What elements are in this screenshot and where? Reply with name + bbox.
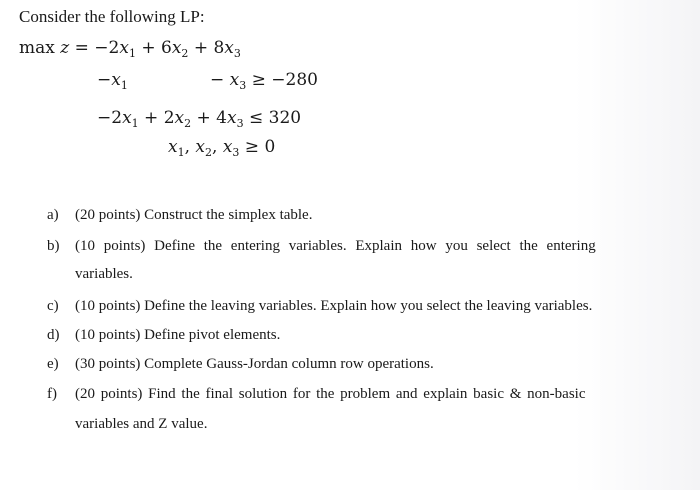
subscript: 3 bbox=[239, 79, 247, 92]
constraint1-left bbox=[97, 70, 128, 90]
question-text: (10 points) Define pivot elements. bbox=[75, 327, 281, 343]
var: x bbox=[119, 38, 129, 58]
comma: , bbox=[212, 137, 223, 157]
subscript: 3 bbox=[232, 146, 240, 159]
var: x bbox=[122, 108, 132, 128]
subscript: 1 bbox=[128, 47, 136, 60]
nonnegativity-constraint bbox=[168, 137, 275, 157]
coef: + 8 bbox=[193, 38, 225, 58]
max-keyword: max bbox=[19, 38, 55, 58]
equals-sign: = bbox=[74, 38, 89, 58]
coef: − bbox=[97, 70, 112, 90]
question-label: c) bbox=[47, 298, 59, 314]
coef: − bbox=[210, 70, 230, 90]
question-label: f) bbox=[47, 386, 57, 402]
comma: , bbox=[184, 137, 196, 157]
subscript: 1 bbox=[131, 117, 139, 130]
intro-text: Consider the following LP: bbox=[19, 7, 205, 26]
var: x bbox=[227, 108, 237, 128]
coef: −2 bbox=[97, 108, 123, 128]
subscript: 3 bbox=[233, 47, 241, 60]
var: x bbox=[111, 70, 121, 90]
subscript: 2 bbox=[184, 117, 192, 130]
var: x bbox=[195, 137, 205, 157]
question-text: (20 points) Construct the simplex table. bbox=[75, 207, 313, 223]
subscript: 1 bbox=[177, 146, 185, 159]
coef: + 2 bbox=[138, 108, 175, 128]
question-f-continuation: variables and Z value. bbox=[75, 416, 208, 432]
constraint2 bbox=[97, 108, 301, 128]
question-text: (20 points) Find the final solution for the problem and explain basic & non-basic bbox=[75, 386, 586, 402]
question-label: e) bbox=[47, 356, 59, 372]
objective-function bbox=[19, 38, 241, 58]
var: x bbox=[222, 137, 233, 157]
coef: + 4 bbox=[191, 108, 227, 128]
question-text: (10 points) Define the leaving variables. Explain how you select the leaving variables. bbox=[75, 298, 593, 314]
rhs: ≥ −280 bbox=[246, 70, 318, 90]
question-label: a) bbox=[47, 207, 59, 223]
rhs: ≤ 320 bbox=[243, 108, 302, 128]
var: x bbox=[224, 38, 234, 58]
rhs: ≥ 0 bbox=[239, 137, 276, 157]
constraint1-right bbox=[210, 70, 318, 90]
question-label: d) bbox=[47, 327, 60, 343]
var: x bbox=[171, 38, 182, 58]
z-variable: z bbox=[60, 38, 70, 58]
coef: + 6 bbox=[141, 38, 172, 58]
question-text: (10 points) Define the entering variables. Explain how you select the entering bbox=[75, 238, 596, 254]
question-label: b) bbox=[47, 238, 60, 254]
var: x bbox=[229, 70, 240, 90]
subscript: 1 bbox=[120, 79, 128, 92]
subscript: 3 bbox=[236, 117, 244, 130]
subscript: 2 bbox=[205, 146, 212, 159]
var: x bbox=[168, 137, 178, 157]
coef: −2 bbox=[94, 38, 120, 58]
var: x bbox=[174, 108, 185, 128]
question-text: (30 points) Complete Gauss-Jordan column row operations. bbox=[75, 356, 434, 372]
subscript: 2 bbox=[181, 47, 189, 60]
question-b-continuation: variables. bbox=[75, 266, 133, 282]
